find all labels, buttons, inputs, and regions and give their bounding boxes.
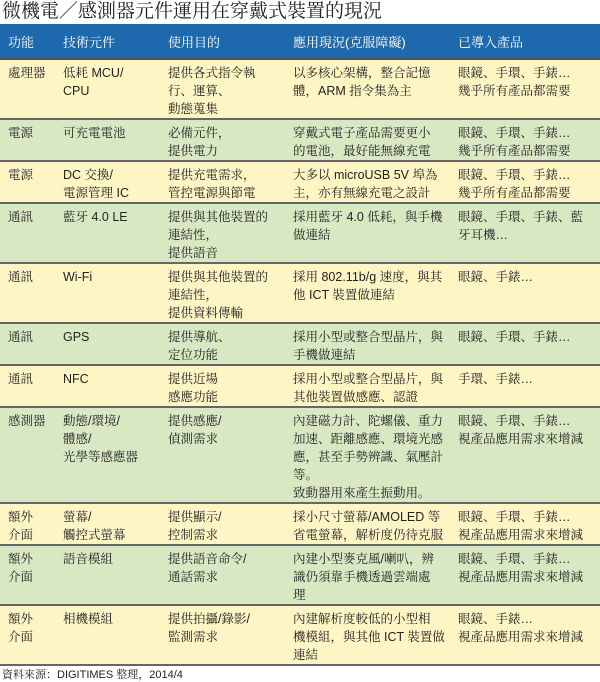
page-title: 微機電／感測器元件運用在穿戴式裝置的現況 — [2, 1, 383, 22]
cell-status: 採用 802.11b/g 速度，與其 他 ICT 裝置做連結 — [285, 263, 450, 323]
cell-component: NFC — [55, 365, 160, 407]
table-row — [0, 605, 600, 665]
cell-purpose: 提供感應/ 偵測需求 — [160, 407, 285, 503]
cell-status: 採小尺寸螢幕/AMOLED 等 省電螢幕，解析度仍待克服 — [285, 503, 450, 545]
cell-function: 感測器 — [0, 407, 55, 503]
cell-function: 通訊 — [0, 203, 55, 263]
cell-status: 內建小型麥克風/喇叭，辨 識仍須靠手機透過雲端處 理 — [285, 545, 450, 605]
cell-function: 額外 介面 — [0, 605, 55, 665]
cell-component: DC 交換/ 電源管理 IC — [55, 161, 160, 203]
cell-products: 眼鏡、手環、手錶… — [450, 323, 600, 365]
cell-function: 額外 介面 — [0, 503, 55, 545]
cell-products: 眼鏡、手環、手錶… 幾乎所有產品都需要 — [450, 119, 600, 161]
cell-purpose: 提供近場 感應功能 — [160, 365, 285, 407]
cell-component: 螢幕/ 觸控式螢幕 — [55, 503, 160, 545]
header-products: 已導入產品 — [450, 24, 600, 59]
table-row — [0, 203, 600, 263]
cell-component: 語音模組 — [55, 545, 160, 605]
header-component: 技術元件 — [55, 24, 160, 59]
cell-function: 額外 介面 — [0, 545, 55, 605]
cell-status: 穿戴式電子產品需要更小 的電池，最好能無線充電 — [285, 119, 450, 161]
cell-purpose: 提供顯示/ 控制需求 — [160, 503, 285, 545]
cell-purpose: 必備元件， 提供電力 — [160, 119, 285, 161]
table-row — [0, 407, 600, 503]
cell-status: 採用小型或整合型晶片，與 其他裝置做感應、認證 — [285, 365, 450, 407]
cell-component: 藍牙 4.0 LE — [55, 203, 160, 263]
cell-products: 眼鏡、手環、手錶… 幾乎所有產品都需要 — [450, 59, 600, 119]
table-row — [0, 119, 600, 161]
table-row — [0, 323, 600, 365]
source-note: 資料來源：DIGITIMES 整理，2014/4 — [2, 669, 183, 681]
cell-component: 低耗 MCU/ CPU — [55, 59, 160, 119]
cell-products: 眼鏡、手環、手錶… 視產品應用需求來增減 — [450, 503, 600, 545]
cell-component: 相機模組 — [55, 605, 160, 665]
cell-products: 眼鏡、手環、手錶、藍 牙耳機… — [450, 203, 600, 263]
table-header-row — [0, 24, 600, 59]
cell-products: 手環、手錶… — [450, 365, 600, 407]
table-row — [0, 365, 600, 407]
cell-purpose: 提供各式指令執 行、運算、 動態蒐集 — [160, 59, 285, 119]
cell-status: 內建磁力計、陀螺儀、重力 加速、距離感應、環境光感 應，甚至手勢辨識、氣壓計 等。 致動器用來產生振動用。 — [285, 407, 450, 503]
cell-purpose: 提供導航、 定位功能 — [160, 323, 285, 365]
cell-function: 通訊 — [0, 323, 55, 365]
cell-purpose: 提供拍攝/錄影/ 監測需求 — [160, 605, 285, 665]
cell-function: 通訊 — [0, 263, 55, 323]
header-function: 功能 — [0, 24, 55, 59]
cell-products: 眼鏡、手環、手錶… 視產品應用需求來增減 — [450, 407, 600, 503]
cell-products: 眼鏡、手錶… — [450, 263, 600, 323]
cell-function: 電源 — [0, 161, 55, 203]
cell-products: 眼鏡、手環、手錶… 幾乎所有產品都需要 — [450, 161, 600, 203]
cell-function: 通訊 — [0, 365, 55, 407]
cell-status: 以多核心架構，整合記憶 體，ARM 指令集為主 — [285, 59, 450, 119]
cell-component: 動態/環境/ 體感/ 光學等感應器 — [55, 407, 160, 503]
cell-status: 內建解析度較低的小型相 機模組，與其他 ICT 裝置做 連結 — [285, 605, 450, 665]
table-row — [0, 503, 600, 545]
cell-products: 眼鏡、手錶… 視產品應用需求來增減 — [450, 605, 600, 665]
header-status: 應用現況(克服障礙) — [285, 24, 450, 59]
cell-purpose: 提供語音命令/ 通話需求 — [160, 545, 285, 605]
cell-status: 採用小型或整合型晶片，與 手機做連結 — [285, 323, 450, 365]
cell-function: 處理器 — [0, 59, 55, 119]
table-row — [0, 545, 600, 605]
table-row — [0, 263, 600, 323]
table-row — [0, 59, 600, 119]
cell-component: Wi-Fi — [55, 263, 160, 323]
cell-component: GPS — [55, 323, 160, 365]
cell-purpose: 提供充電需求， 管控電源與節電 — [160, 161, 285, 203]
cell-purpose: 提供與其他裝置的 連結性， 提供資料傳輸 — [160, 263, 285, 323]
cell-purpose: 提供與其他裝置的 連結性， 提供語音 — [160, 203, 285, 263]
table-row — [0, 161, 600, 203]
cell-component: 可充電電池 — [55, 119, 160, 161]
cell-status: 採用藍牙 4.0 低耗，與手機 做連結 — [285, 203, 450, 263]
cell-status: 大多以 microUSB 5V 埠為 主，亦有無線充電之設計 — [285, 161, 450, 203]
cell-function: 電源 — [0, 119, 55, 161]
wearable-components-table — [0, 24, 600, 666]
cell-products: 眼鏡、手環、手錶… 視產品應用需求來增減 — [450, 545, 600, 605]
header-purpose: 使用目的 — [160, 24, 285, 59]
